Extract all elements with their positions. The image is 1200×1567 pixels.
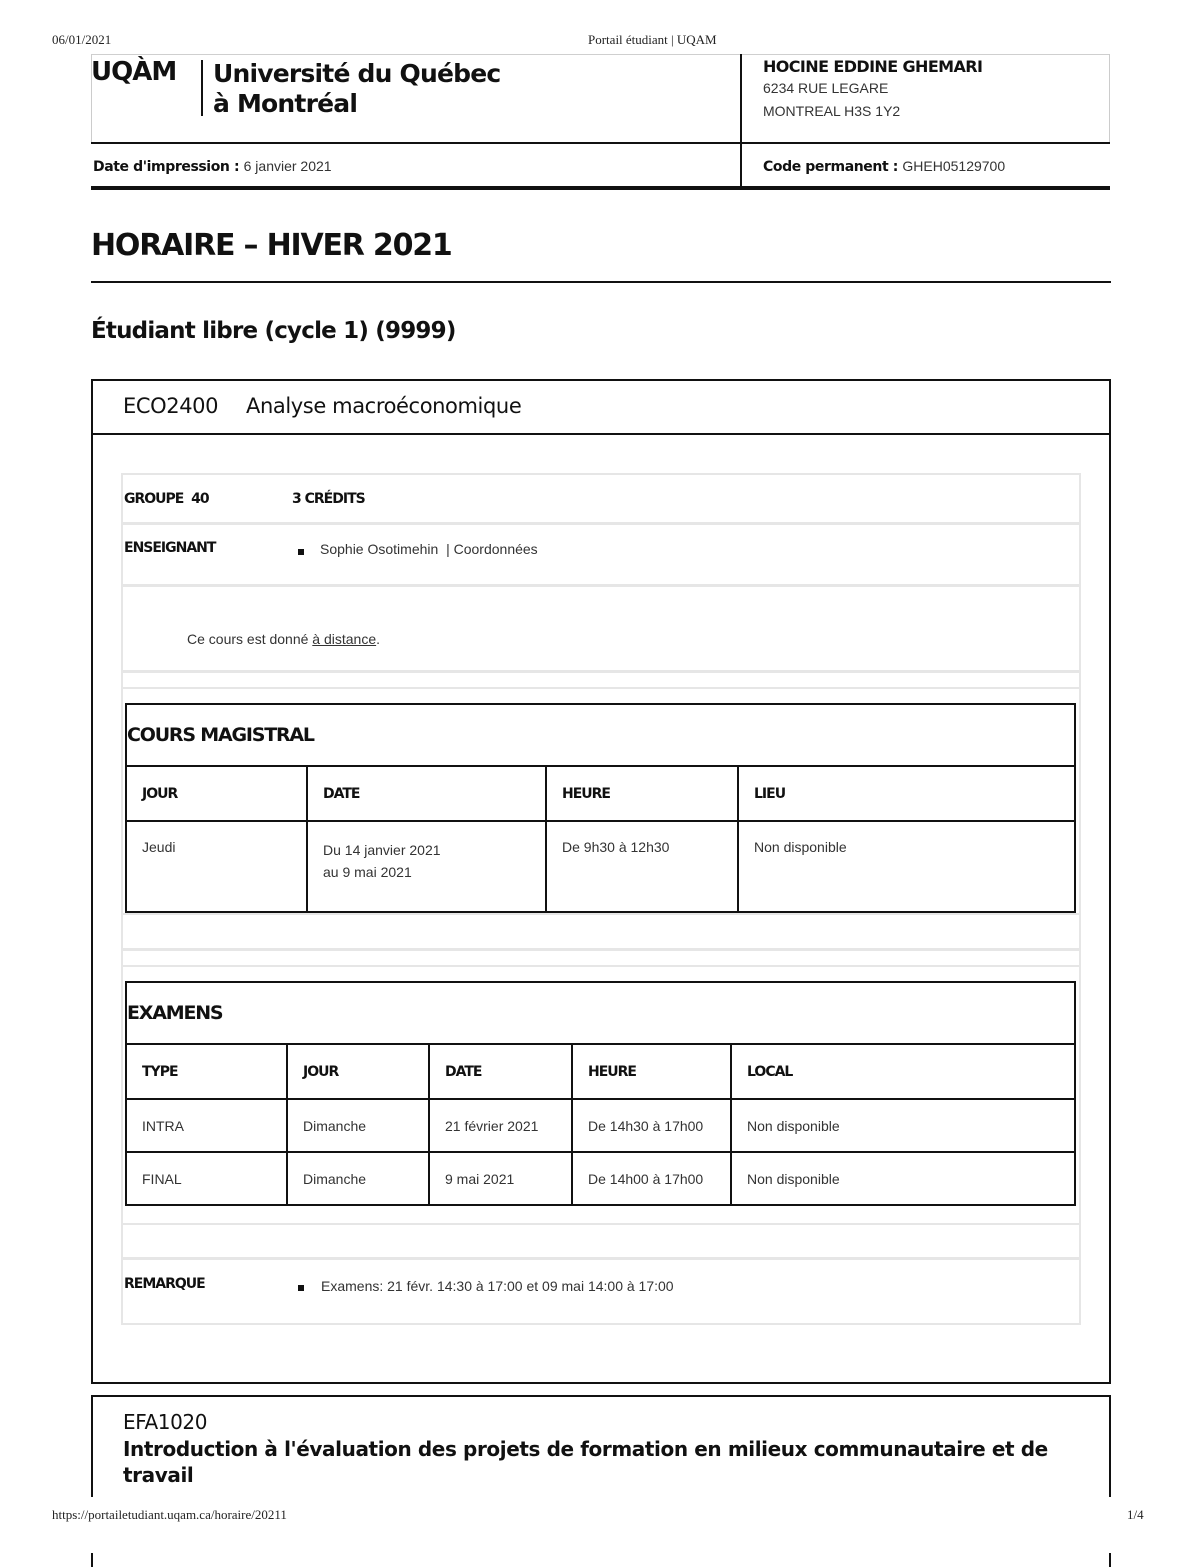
separator xyxy=(121,1257,1081,1260)
lecture-header-time: HEURE xyxy=(546,766,738,821)
lecture-date-start: Du 14 janvier 2021 xyxy=(323,842,441,858)
bullet-icon xyxy=(298,549,304,555)
course-title: Analyse macroéconomique xyxy=(246,394,522,418)
program-heading: Étudiant libre (cycle 1) (9999) xyxy=(91,318,456,344)
university-name-line1: Université du Québec xyxy=(213,59,501,88)
lecture-place: Non disponible xyxy=(738,821,1075,912)
exams-header-row xyxy=(126,1044,1075,1099)
exam-day: Dimanche xyxy=(287,1152,429,1205)
lecture-caption: COURS MAGISTRAL xyxy=(127,724,314,746)
header-rule xyxy=(91,142,1110,144)
exam-time: De 14h00 à 17h00 xyxy=(572,1152,731,1205)
university-name-line2: à Montréal xyxy=(213,89,358,118)
course2-title: Introduction à l'évaluation des projets de formation en milieux communautaire et de travail xyxy=(123,1437,1048,1487)
table-row xyxy=(126,1099,1075,1152)
header-edge-right xyxy=(1109,54,1110,144)
exam-type: INTRA xyxy=(126,1099,287,1152)
separator xyxy=(121,584,1081,587)
page-title: HORAIRE – HIVER 2021 xyxy=(91,228,452,263)
distance-note xyxy=(187,631,380,647)
distance-suffix: . xyxy=(376,631,381,647)
student-address-line2: MONTREAL H3S 1Y2 xyxy=(763,103,901,119)
credits: 3 CRÉDITS xyxy=(292,491,365,507)
student-address-line1: 6234 RUE LEGARE xyxy=(763,80,889,96)
lecture-caption-row xyxy=(126,704,1075,766)
separator xyxy=(121,670,1081,673)
lecture-day: Jeudi xyxy=(126,821,307,912)
distance-prefix: Ce cours est donné xyxy=(187,631,313,647)
exams-header-room: LOCAL xyxy=(731,1044,1075,1099)
exams-header-day: JOUR xyxy=(287,1044,429,1099)
lecture-header-row xyxy=(126,766,1075,821)
remark-text: Examens: 21 févr. 14:30 à 17:00 et 09 mai 14:00 à 17:00 xyxy=(321,1278,674,1294)
exams-header-date: DATE xyxy=(429,1044,572,1099)
logo-divider xyxy=(201,60,203,116)
table-row xyxy=(126,821,1075,912)
lecture-header-date: DATE xyxy=(307,766,546,821)
exams-header-type: TYPE xyxy=(126,1044,287,1099)
print-date: 06/01/2021 xyxy=(52,32,112,47)
exams-caption: EXAMENS xyxy=(127,1002,223,1024)
header-divider xyxy=(740,54,742,188)
separator xyxy=(121,522,1081,525)
print-date-value: 6 janvier 2021 xyxy=(243,158,332,174)
teacher-name: Sophie Osotimehin xyxy=(320,541,439,557)
permanent-code-value: GHEH05129700 xyxy=(902,158,1006,174)
header-bottom-rule xyxy=(91,186,1110,190)
course-header-rule xyxy=(91,433,1111,435)
title-rule xyxy=(91,281,1111,283)
exams-caption-cell xyxy=(126,982,1075,1044)
permanent-code-label: Code permanent : xyxy=(763,159,898,175)
lecture-date-end: au 9 mai 2021 xyxy=(323,864,412,880)
exam-room: Non disponible xyxy=(731,1099,1075,1152)
lecture-header-day: JOUR xyxy=(126,766,307,821)
distance-link[interactable]: à distance xyxy=(312,631,377,647)
student-name: HOCINE EDDINE GHEMARI xyxy=(763,57,983,76)
exams-table xyxy=(125,981,1076,1206)
separator xyxy=(121,948,1081,951)
print-url: https://portailetudiant.uqam.ca/horaire/20211 xyxy=(52,1507,287,1522)
print-date-field xyxy=(93,158,332,176)
print-date-label: Date d'impression : xyxy=(93,159,240,175)
group-field xyxy=(124,491,209,507)
lecture-date xyxy=(307,821,546,912)
teacher-label: ENSEIGNANT xyxy=(124,540,216,556)
exam-time: De 14h30 à 17h00 xyxy=(572,1099,731,1152)
lecture-header-place: LIEU xyxy=(738,766,1075,821)
exams-caption-row xyxy=(126,982,1075,1044)
teacher-entry: Sophie Osotimehin | Coordonnées xyxy=(320,541,538,557)
table-row xyxy=(126,1152,1075,1205)
exam-day: Dimanche xyxy=(287,1099,429,1152)
group-label: GROUPE xyxy=(124,491,184,507)
page-number: 1/4 xyxy=(1127,1507,1144,1522)
lecture-table xyxy=(125,703,1076,913)
permanent-code-field xyxy=(763,158,1005,176)
exam-date: 9 mai 2021 xyxy=(429,1152,572,1205)
exams-header-time: HEURE xyxy=(572,1044,731,1099)
university-name xyxy=(213,59,500,119)
remark-label: REMARQUE xyxy=(124,1276,205,1292)
course-code: ECO2400 xyxy=(123,394,219,418)
teacher-contact-link[interactable]: Coordonnées xyxy=(453,541,538,557)
exam-type: FINAL xyxy=(126,1152,287,1205)
exam-date: 21 février 2021 xyxy=(429,1099,572,1152)
bullet-icon xyxy=(298,1285,304,1291)
print-page-title: Portail étudiant | UQAM xyxy=(588,32,717,47)
lecture-time: De 9h30 à 12h30 xyxy=(546,821,738,912)
uqam-logo: UQÀM xyxy=(91,57,177,87)
lecture-caption-cell xyxy=(126,704,1075,766)
exam-room: Non disponible xyxy=(731,1152,1075,1205)
footer-band xyxy=(0,1497,1200,1553)
group-value: 40 xyxy=(191,491,209,507)
course2-code: EFA1020 xyxy=(123,1410,208,1434)
